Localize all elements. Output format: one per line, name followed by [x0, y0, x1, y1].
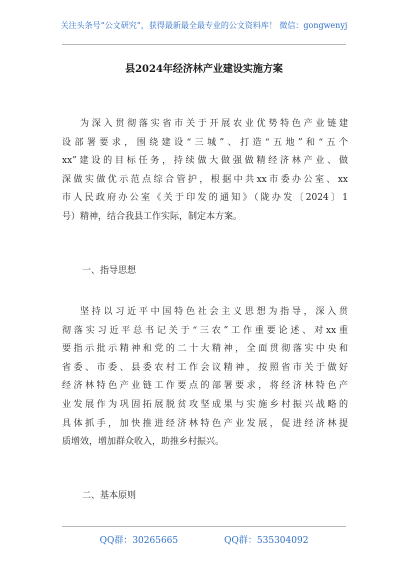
intro-line: 市人民政府办公室《关于印发的通知》（陇办发〔2024〕1: [62, 193, 348, 204]
paragraph-line: 坚持以习近平中国特色社会主义思想为指导，深入贯: [80, 307, 348, 317]
intro-line: 设部署要求，围绕建设“三城”、打造“五地”和“五个: [62, 137, 348, 148]
paragraph-line: 彻落实习近平总书记关于“三农”工作重要论述、对xx重: [62, 325, 348, 336]
intro-line: 号）精神，结合我县工作实际，制定本方案。: [62, 211, 243, 222]
footer-contact: [0, 534, 408, 548]
intro-line: 深做实做优示范点综合管护，根据中共xx市委办公室、xx: [62, 174, 348, 185]
header-banner: 关注头条号“公文研究”，获得最新最全最专业的公文资料库！ 微信：gongwenyj: [60, 21, 348, 30]
paragraph-line: 要指示批示精神和党的二十大精神，全面贯彻落实中央和: [62, 344, 348, 355]
paragraph-line: 质增效，增加群众收入，助推乡村振兴。: [62, 437, 225, 448]
intro-line: xx”建设的目标任务，持续做大做强做精经济林产业、做: [62, 156, 348, 167]
guiding-ideology-paragraph: [62, 303, 348, 452]
footer-divider: [62, 526, 346, 527]
qq-group-1: QQ群：30265665: [99, 536, 179, 546]
intro-line: 为深入贯彻落实省市关于开展农业优势特色产业链建: [80, 119, 348, 129]
intro-paragraph: [62, 115, 348, 227]
section-heading-basic-principles: 二、基本原则: [82, 491, 137, 501]
header-divider: [62, 44, 346, 45]
qq-group-2: QQ群：535304092: [224, 536, 309, 546]
document-title: 县2024年经济林产业建设实施方案: [125, 64, 283, 75]
paragraph-line: 经济林特色产业链工作要点的部署要求，将经济林特色产: [62, 381, 348, 392]
paragraph-line: 省委、市委、县委农村工作会议精神，按照省市关于做好: [62, 362, 348, 373]
section-heading-guiding-ideology: 一、指导思想: [82, 266, 137, 276]
paragraph-line: 业发展作为巩固拓展脱贫攻坚成果与实施乡村振兴战略的: [62, 399, 348, 410]
paragraph-line: 具体抓手，加快推进经济林特色产业发展，促进经济林提: [62, 418, 348, 429]
